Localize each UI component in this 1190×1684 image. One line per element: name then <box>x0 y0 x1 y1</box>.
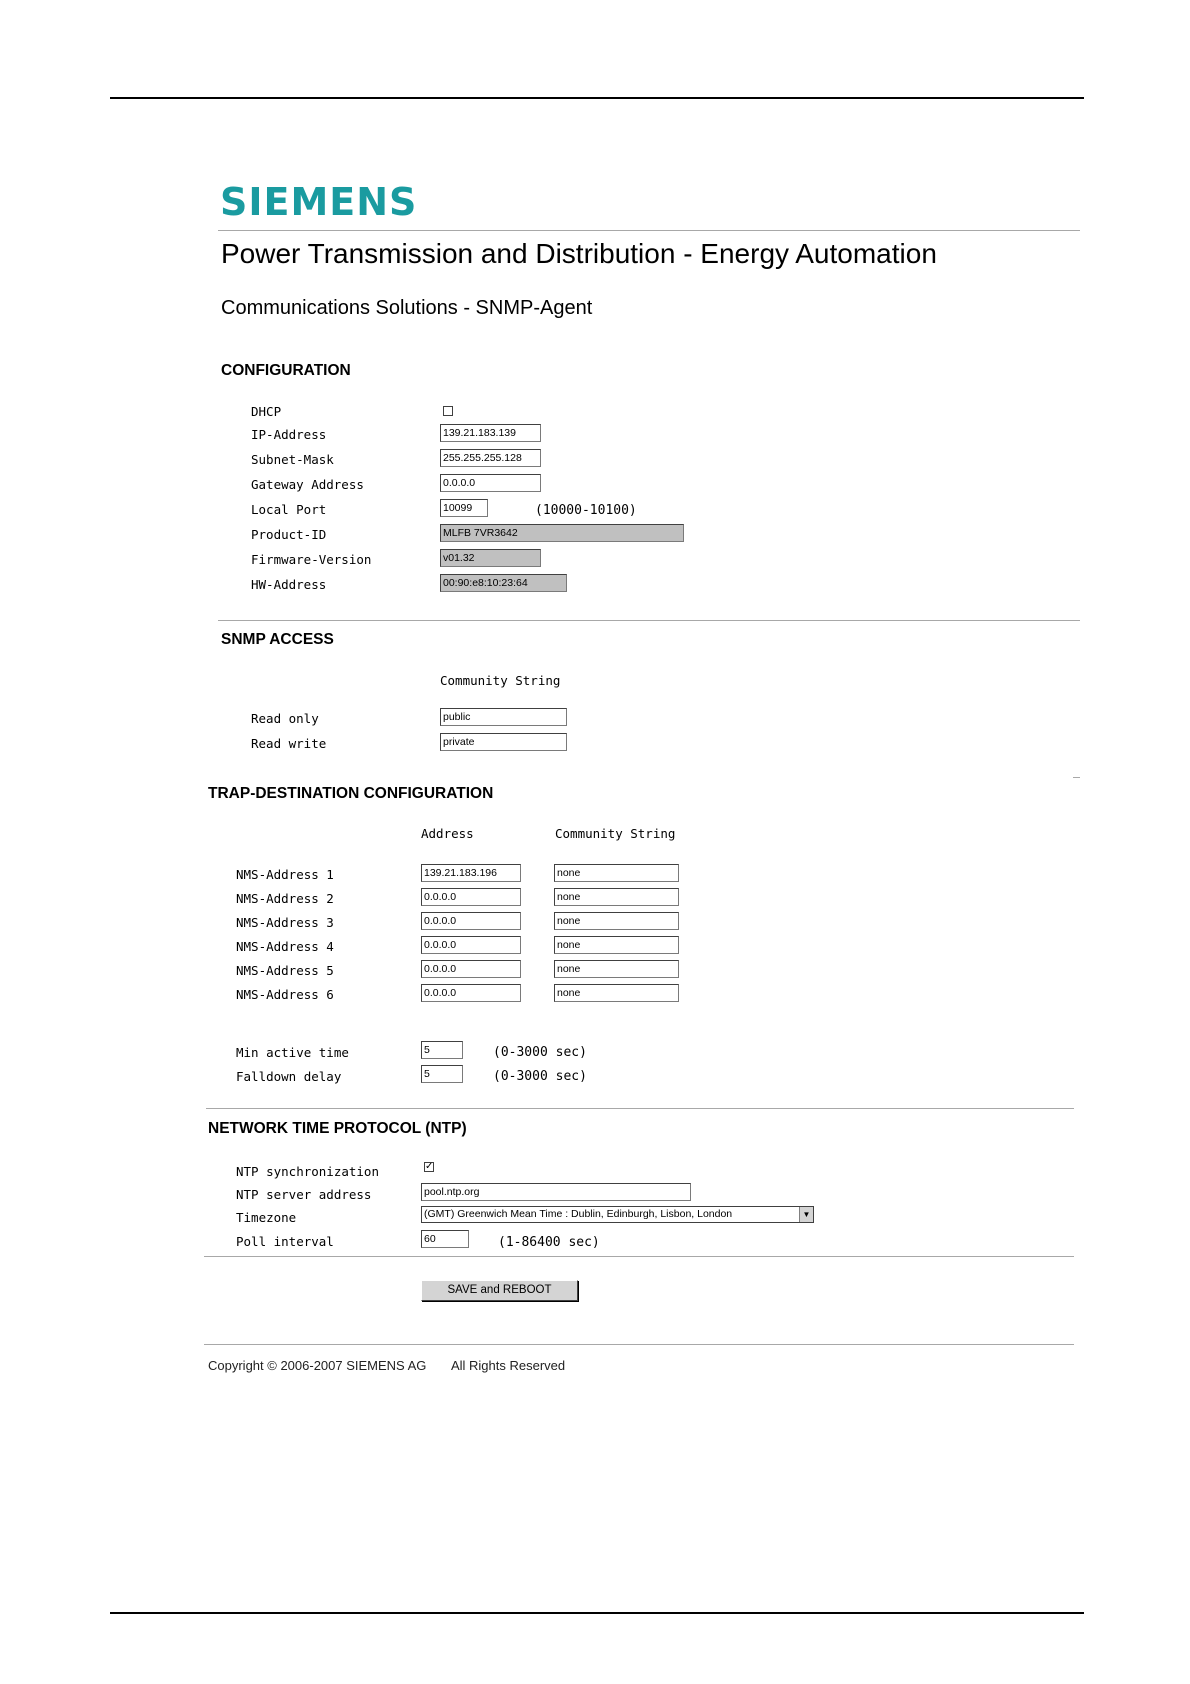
timezone-select[interactable] <box>421 1206 814 1223</box>
timezone-selected-value: (GMT) Greenwich Mean Time : Dublin, Edinburgh, Lisbon, London <box>424 1208 733 1220</box>
local-port-label: Local Port <box>251 502 327 517</box>
timezone-label: Timezone <box>236 1210 297 1225</box>
ntp-sync-checkbox[interactable]: ✓ <box>425 1161 434 1172</box>
nms-address-input[interactable]: 0.0.0.0 <box>421 912 521 930</box>
dropdown-arrow-icon[interactable]: ▼ <box>799 1207 813 1222</box>
trap-address-header: Address <box>421 826 474 841</box>
nms-address-label: NMS-Address 2 <box>236 891 334 906</box>
nms-community-input[interactable]: none <box>554 960 679 978</box>
community-string-header: Community String <box>440 673 561 688</box>
nms-community-input[interactable]: none <box>554 936 679 954</box>
nms-address-input[interactable]: 0.0.0.0 <box>421 984 521 1002</box>
nms-address-input[interactable]: 0.0.0.0 <box>421 888 521 906</box>
snmp-access-heading: SNMP ACCESS <box>221 631 334 648</box>
nms-community-input[interactable]: none <box>554 984 679 1002</box>
hw-address-field: 00:90:e8:10:23:64 <box>440 574 567 592</box>
hw-address-label: HW-Address <box>251 577 327 592</box>
ntp-server-input[interactable]: pool.ntp.org <box>421 1183 691 1201</box>
rights-text: All Rights Reserved <box>450 1358 566 1373</box>
nms-address-label: NMS-Address 4 <box>236 939 334 954</box>
ip-address-input[interactable]: 139.21.183.139 <box>440 424 541 442</box>
nms-address-input[interactable]: 0.0.0.0 <box>421 960 521 978</box>
configuration-heading: CONFIGURATION <box>221 362 351 379</box>
min-active-time-input[interactable]: 5 <box>421 1041 463 1059</box>
gateway-address-input[interactable]: 0.0.0.0 <box>440 474 541 492</box>
read-only-label: Read only <box>251 711 319 726</box>
ntp-divider <box>204 1256 1074 1257</box>
nms-address-label: NMS-Address 1 <box>236 867 334 882</box>
read-write-community-input[interactable]: private <box>440 733 567 751</box>
page-bottom-rule <box>110 1612 1084 1614</box>
page-title: Power Transmission and Distribution - Energy Automation <box>221 238 937 269</box>
product-id-field: MLFB 7VR3642 <box>440 524 684 542</box>
min-active-time-hint: (0-3000 sec) <box>493 1045 587 1060</box>
firmware-version-field: v01.32 <box>440 549 541 567</box>
page-top-rule <box>110 97 1084 99</box>
trap-community-header: Community String <box>555 826 676 841</box>
local-port-input[interactable]: 10099 <box>440 499 488 517</box>
poll-interval-label: Poll interval <box>236 1234 334 1249</box>
poll-interval-input[interactable]: 60 <box>421 1230 469 1248</box>
ntp-server-label: NTP server address <box>236 1187 372 1202</box>
copyright-text: Copyright © 2006-2007 SIEMENS AG <box>208 1358 427 1373</box>
gateway-address-label: Gateway Address <box>251 477 364 492</box>
ntp-heading: NETWORK TIME PROTOCOL (NTP) <box>208 1120 467 1137</box>
falldown-delay-input[interactable]: 5 <box>421 1065 463 1083</box>
falldown-delay-hint: (0-3000 sec) <box>493 1069 587 1084</box>
ip-address-label: IP-Address <box>251 427 327 442</box>
siemens-logo: SIEMENS <box>220 180 418 224</box>
trap-divider <box>206 1108 1074 1109</box>
subnet-mask-input[interactable]: 255.255.255.128 <box>440 449 541 467</box>
min-active-time-label: Min active time <box>236 1045 349 1060</box>
save-and-reboot-button[interactable]: SAVE and REBOOT <box>421 1280 578 1301</box>
read-only-community-input[interactable]: public <box>440 708 567 726</box>
nms-address-label: NMS-Address 3 <box>236 915 334 930</box>
nms-address-input[interactable]: 139.21.183.196 <box>421 864 521 882</box>
falldown-delay-label: Falldown delay <box>236 1069 342 1084</box>
nms-address-label: NMS-Address 6 <box>236 987 334 1002</box>
ntp-sync-label: NTP synchronization <box>236 1164 379 1179</box>
footer-divider <box>204 1344 1074 1345</box>
configuration-divider <box>218 620 1080 621</box>
nms-community-input[interactable]: none <box>554 912 679 930</box>
snmp-divider-stub <box>1073 777 1080 778</box>
nms-community-input[interactable]: none <box>554 864 679 882</box>
poll-interval-hint: (1-86400 sec) <box>498 1235 600 1250</box>
dhcp-checkbox[interactable] <box>443 406 453 416</box>
dhcp-label: DHCP <box>251 404 282 419</box>
nms-address-label: NMS-Address 5 <box>236 963 334 978</box>
footer <box>208 1358 565 1373</box>
local-port-range-hint: (10000-10100) <box>535 503 637 518</box>
page-subtitle: Communications Solutions - SNMP-Agent <box>221 297 593 319</box>
header-divider <box>218 230 1080 231</box>
trap-destination-heading: TRAP-DESTINATION CONFIGURATION <box>208 785 494 802</box>
nms-address-input[interactable]: 0.0.0.0 <box>421 936 521 954</box>
subnet-mask-label: Subnet-Mask <box>251 452 334 467</box>
read-write-label: Read write <box>251 736 327 751</box>
firmware-version-label: Firmware-Version <box>251 552 372 567</box>
product-id-label: Product-ID <box>251 527 327 542</box>
nms-community-input[interactable]: none <box>554 888 679 906</box>
